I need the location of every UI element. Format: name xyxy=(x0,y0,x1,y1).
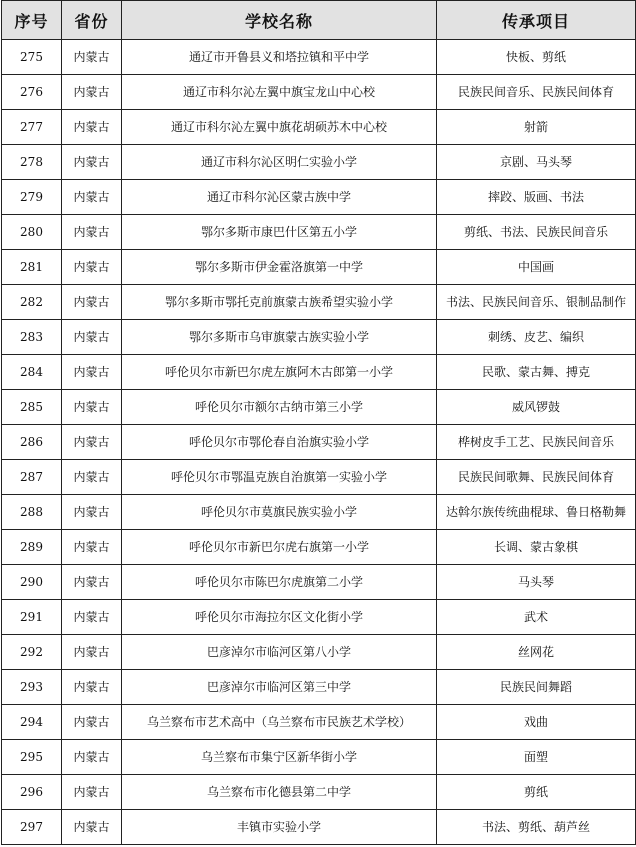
row-index: 293 xyxy=(2,670,62,705)
row-project: 桦树皮手工艺、民族民间音乐 xyxy=(437,425,636,460)
table-row xyxy=(2,425,636,460)
row-project: 民族民间歌舞、民族民间体育 xyxy=(437,460,636,495)
row-school: 乌兰察布市化德县第二中学 xyxy=(122,775,437,810)
table-row xyxy=(2,110,636,145)
row-project: 快板、剪纸 xyxy=(437,40,636,75)
row-province: 内蒙古 xyxy=(62,740,122,775)
row-province: 内蒙古 xyxy=(62,425,122,460)
row-province: 内蒙古 xyxy=(62,40,122,75)
row-province: 内蒙古 xyxy=(62,180,122,215)
row-school: 呼伦贝尔市海拉尔区文化街小学 xyxy=(122,600,437,635)
table-row xyxy=(2,740,636,775)
row-project: 民族民间舞蹈 xyxy=(437,670,636,705)
row-province: 内蒙古 xyxy=(62,810,122,845)
row-school: 呼伦贝尔市鄂伦春自治旗实验小学 xyxy=(122,425,437,460)
header-school: 学校名称 xyxy=(122,1,437,40)
row-index: 291 xyxy=(2,600,62,635)
row-province: 内蒙古 xyxy=(62,530,122,565)
row-project: 戏曲 xyxy=(437,705,636,740)
row-project: 射箭 xyxy=(437,110,636,145)
row-school: 丰镇市实验小学 xyxy=(122,810,437,845)
row-index: 275 xyxy=(2,40,62,75)
row-index: 277 xyxy=(2,110,62,145)
row-province: 内蒙古 xyxy=(62,320,122,355)
table-row xyxy=(2,810,636,845)
row-project: 书法、民族民间音乐、银制品制作 xyxy=(437,285,636,320)
table-row xyxy=(2,495,636,530)
table-row xyxy=(2,670,636,705)
row-school: 通辽市开鲁县义和塔拉镇和平中学 xyxy=(122,40,437,75)
row-project: 马头琴 xyxy=(437,565,636,600)
row-index: 281 xyxy=(2,250,62,285)
row-project: 摔跤、版画、书法 xyxy=(437,180,636,215)
row-school: 巴彦淖尔市临河区第八小学 xyxy=(122,635,437,670)
row-province: 内蒙古 xyxy=(62,600,122,635)
row-province: 内蒙古 xyxy=(62,215,122,250)
row-index: 283 xyxy=(2,320,62,355)
row-province: 内蒙古 xyxy=(62,635,122,670)
row-province: 内蒙古 xyxy=(62,390,122,425)
table-row xyxy=(2,215,636,250)
row-project: 京剧、马头琴 xyxy=(437,145,636,180)
header-project: 传承项目 xyxy=(437,1,636,40)
row-index: 278 xyxy=(2,145,62,180)
row-school: 呼伦贝尔市莫旗民族实验小学 xyxy=(122,495,437,530)
row-index: 288 xyxy=(2,495,62,530)
table-row xyxy=(2,320,636,355)
row-school: 呼伦贝尔市新巴尔虎右旗第一小学 xyxy=(122,530,437,565)
row-school: 巴彦淖尔市临河区第三中学 xyxy=(122,670,437,705)
row-index: 289 xyxy=(2,530,62,565)
row-province: 内蒙古 xyxy=(62,110,122,145)
row-index: 295 xyxy=(2,740,62,775)
table-row xyxy=(2,460,636,495)
row-index: 297 xyxy=(2,810,62,845)
row-project: 民歌、蒙古舞、搏克 xyxy=(437,355,636,390)
row-index: 284 xyxy=(2,355,62,390)
table-row xyxy=(2,565,636,600)
row-index: 287 xyxy=(2,460,62,495)
row-project: 剪纸 xyxy=(437,775,636,810)
row-index: 285 xyxy=(2,390,62,425)
row-school: 鄂尔多斯市乌审旗蒙古族实验小学 xyxy=(122,320,437,355)
table-row xyxy=(2,600,636,635)
row-project: 达斡尔族传统曲棍球、鲁日格勒舞 xyxy=(437,495,636,530)
row-province: 内蒙古 xyxy=(62,495,122,530)
row-index: 280 xyxy=(2,215,62,250)
row-project: 中国画 xyxy=(437,250,636,285)
header-index: 序号 xyxy=(2,1,62,40)
row-index: 286 xyxy=(2,425,62,460)
table-row xyxy=(2,40,636,75)
table-header-row xyxy=(2,1,636,40)
row-province: 内蒙古 xyxy=(62,565,122,600)
row-project: 面塑 xyxy=(437,740,636,775)
table-row xyxy=(2,775,636,810)
table-row xyxy=(2,180,636,215)
row-province: 内蒙古 xyxy=(62,285,122,320)
row-project: 武术 xyxy=(437,600,636,635)
table-row xyxy=(2,390,636,425)
row-school: 呼伦贝尔市鄂温克族自治旗第一实验小学 xyxy=(122,460,437,495)
row-province: 内蒙古 xyxy=(62,460,122,495)
row-school: 鄂尔多斯市伊金霍洛旗第一中学 xyxy=(122,250,437,285)
row-project: 丝网花 xyxy=(437,635,636,670)
row-province: 内蒙古 xyxy=(62,670,122,705)
row-school: 乌兰察布市艺术高中（乌兰察布市民族艺术学校） xyxy=(122,705,437,740)
row-index: 276 xyxy=(2,75,62,110)
row-school: 乌兰察布市集宁区新华街小学 xyxy=(122,740,437,775)
row-project: 刺绣、皮艺、编织 xyxy=(437,320,636,355)
row-index: 296 xyxy=(2,775,62,810)
row-project: 威风锣鼓 xyxy=(437,390,636,425)
row-province: 内蒙古 xyxy=(62,75,122,110)
row-index: 294 xyxy=(2,705,62,740)
row-school: 鄂尔多斯市康巴什区第五小学 xyxy=(122,215,437,250)
row-school: 呼伦贝尔市新巴尔虎左旗阿木古郎第一小学 xyxy=(122,355,437,390)
row-school: 呼伦贝尔市陈巴尔虎旗第二小学 xyxy=(122,565,437,600)
row-school: 通辽市科尔沁区蒙古族中学 xyxy=(122,180,437,215)
row-province: 内蒙古 xyxy=(62,775,122,810)
table-row xyxy=(2,250,636,285)
table-row xyxy=(2,285,636,320)
row-index: 290 xyxy=(2,565,62,600)
row-school: 呼伦贝尔市额尔古纳市第三小学 xyxy=(122,390,437,425)
row-province: 内蒙古 xyxy=(62,250,122,285)
table-row xyxy=(2,75,636,110)
table-row xyxy=(2,355,636,390)
row-index: 282 xyxy=(2,285,62,320)
table-row xyxy=(2,635,636,670)
row-index: 279 xyxy=(2,180,62,215)
row-index: 292 xyxy=(2,635,62,670)
row-province: 内蒙古 xyxy=(62,705,122,740)
row-school: 通辽市科尔沁左翼中旗花胡硕苏木中心校 xyxy=(122,110,437,145)
row-project: 民族民间音乐、民族民间体育 xyxy=(437,75,636,110)
table-row xyxy=(2,530,636,565)
row-project: 剪纸、书法、民族民间音乐 xyxy=(437,215,636,250)
heritage-schools-table xyxy=(1,0,636,845)
row-school: 通辽市科尔沁左翼中旗宝龙山中心校 xyxy=(122,75,437,110)
row-school: 通辽市科尔沁区明仁实验小学 xyxy=(122,145,437,180)
table-row xyxy=(2,705,636,740)
header-province: 省份 xyxy=(62,1,122,40)
table-row xyxy=(2,145,636,180)
row-province: 内蒙古 xyxy=(62,145,122,180)
row-project: 长调、蒙古象棋 xyxy=(437,530,636,565)
row-project: 书法、剪纸、葫芦丝 xyxy=(437,810,636,845)
row-province: 内蒙古 xyxy=(62,355,122,390)
row-school: 鄂尔多斯市鄂托克前旗蒙古族希望实验小学 xyxy=(122,285,437,320)
